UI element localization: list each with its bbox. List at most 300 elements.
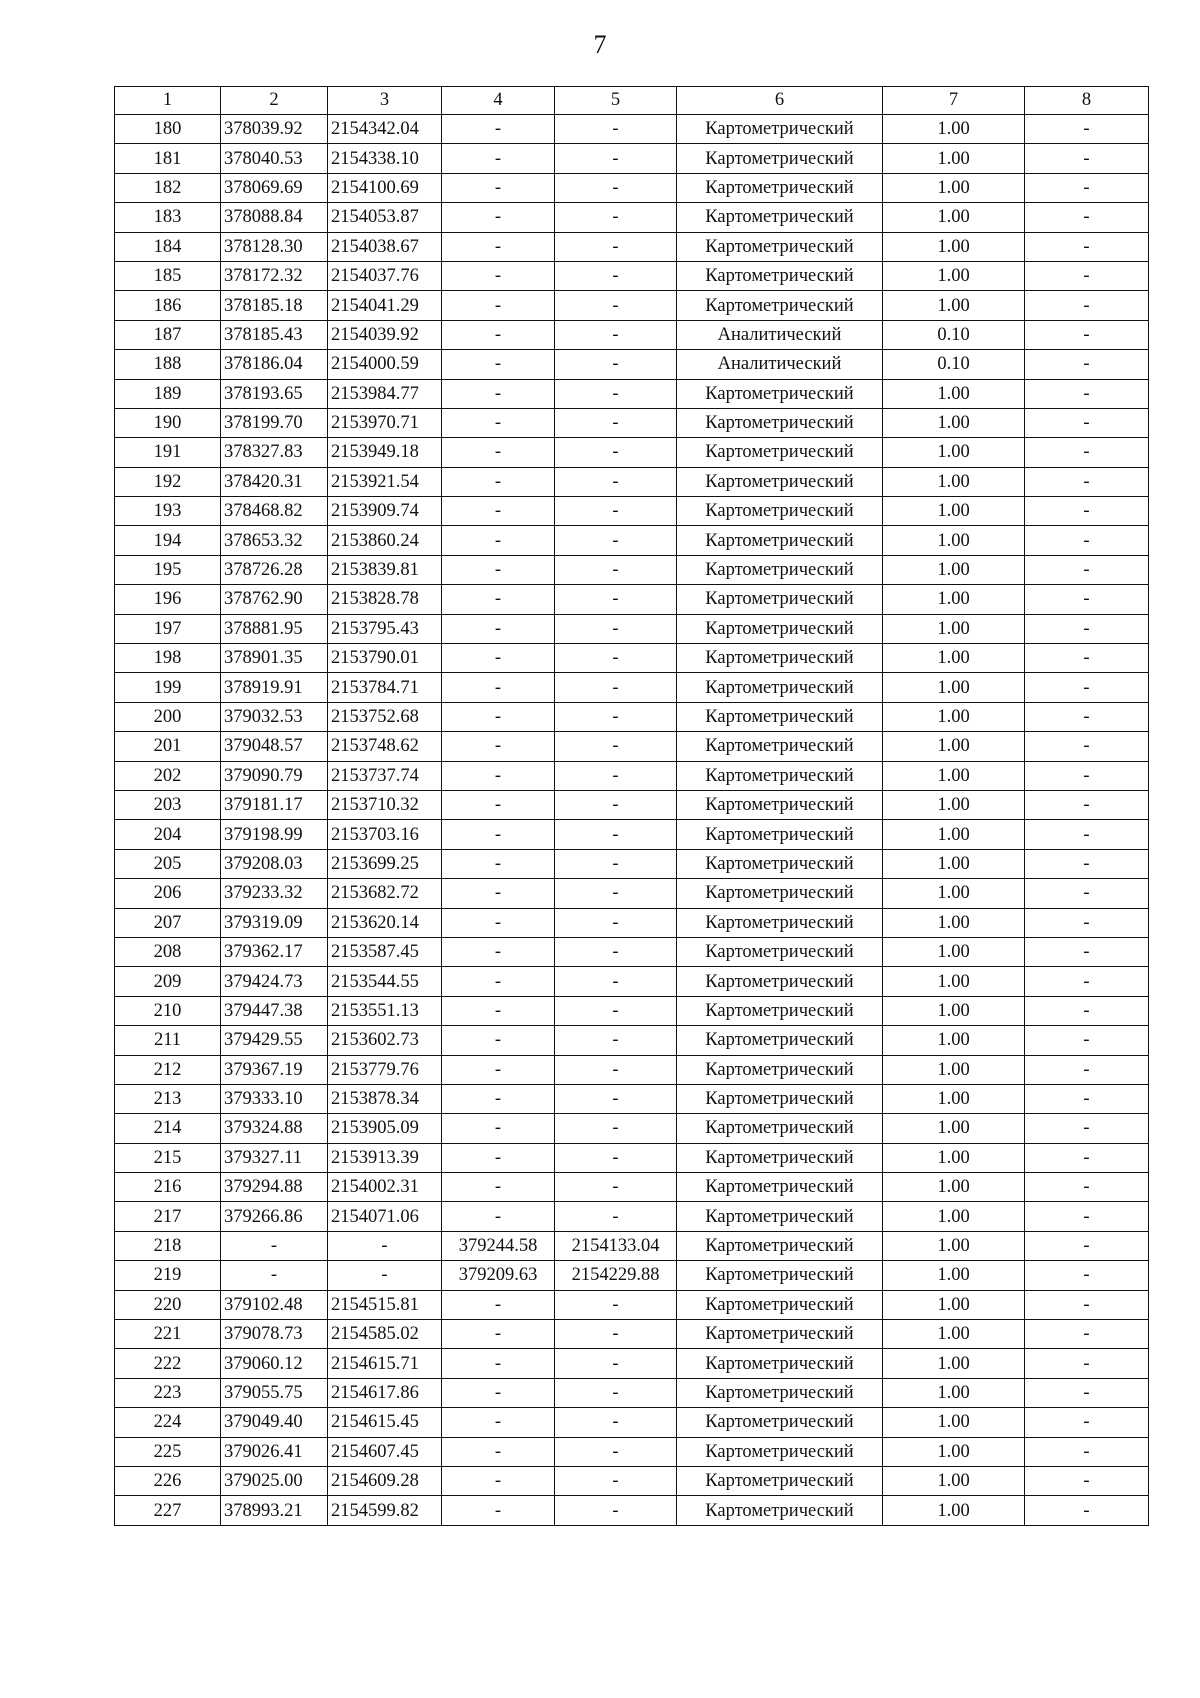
y-new-cell: - bbox=[555, 144, 677, 173]
y-new-cell: - bbox=[555, 408, 677, 437]
description-cell: - bbox=[1025, 350, 1149, 379]
coordinates-table bbox=[114, 86, 1149, 1526]
y-coordinate-cell: 2154342.04 bbox=[328, 115, 442, 144]
point-number-cell: 185 bbox=[115, 261, 221, 290]
y-new-cell: - bbox=[555, 1055, 677, 1084]
accuracy-cell: 1.00 bbox=[883, 467, 1025, 496]
y-coordinate-cell: 2153784.71 bbox=[328, 673, 442, 702]
table-row bbox=[115, 291, 1149, 320]
y-coordinate-cell: 2153682.72 bbox=[328, 879, 442, 908]
description-cell: - bbox=[1025, 879, 1149, 908]
point-number-cell: 223 bbox=[115, 1378, 221, 1407]
table-row bbox=[115, 320, 1149, 349]
table-row bbox=[115, 996, 1149, 1025]
x-new-cell: - bbox=[442, 1143, 555, 1172]
description-cell: - bbox=[1025, 173, 1149, 202]
x-coordinate-cell: 378039.92 bbox=[221, 115, 328, 144]
y-coordinate-cell: 2154585.02 bbox=[328, 1320, 442, 1349]
description-cell: - bbox=[1025, 937, 1149, 966]
y-new-cell: - bbox=[555, 203, 677, 232]
accuracy-cell: 1.00 bbox=[883, 908, 1025, 937]
point-number-cell: 210 bbox=[115, 996, 221, 1025]
y-coordinate-cell: 2153909.74 bbox=[328, 497, 442, 526]
point-number-cell: 220 bbox=[115, 1290, 221, 1319]
y-coordinate-cell: 2154100.69 bbox=[328, 173, 442, 202]
column-header: 3 bbox=[328, 87, 442, 115]
x-new-cell: - bbox=[442, 320, 555, 349]
method-cell: Картометрический bbox=[677, 879, 883, 908]
x-new-cell: - bbox=[442, 996, 555, 1025]
y-new-cell: - bbox=[555, 555, 677, 584]
point-number-cell: 217 bbox=[115, 1202, 221, 1231]
point-number-cell: 227 bbox=[115, 1496, 221, 1525]
description-cell: - bbox=[1025, 1026, 1149, 1055]
point-number-cell: 195 bbox=[115, 555, 221, 584]
x-new-cell: - bbox=[442, 1378, 555, 1407]
accuracy-cell: 1.00 bbox=[883, 1496, 1025, 1525]
column-header: 4 bbox=[442, 87, 555, 115]
description-cell: - bbox=[1025, 790, 1149, 819]
method-cell: Картометрический bbox=[677, 1202, 883, 1231]
point-number-cell: 182 bbox=[115, 173, 221, 202]
accuracy-cell: 1.00 bbox=[883, 1466, 1025, 1495]
y-new-cell: - bbox=[555, 115, 677, 144]
x-new-cell: - bbox=[442, 732, 555, 761]
method-cell: Картометрический bbox=[677, 467, 883, 496]
point-number-cell: 184 bbox=[115, 232, 221, 261]
method-cell: Картометрический bbox=[677, 967, 883, 996]
y-new-cell: - bbox=[555, 1114, 677, 1143]
x-coordinate-cell: 379078.73 bbox=[221, 1320, 328, 1349]
method-cell: Картометрический bbox=[677, 379, 883, 408]
method-cell: Картометрический bbox=[677, 1378, 883, 1407]
y-new-cell: - bbox=[555, 1466, 677, 1495]
description-cell: - bbox=[1025, 1496, 1149, 1525]
y-coordinate-cell: 2154617.86 bbox=[328, 1378, 442, 1407]
description-cell: - bbox=[1025, 820, 1149, 849]
point-number-cell: 202 bbox=[115, 761, 221, 790]
accuracy-cell: 1.00 bbox=[883, 879, 1025, 908]
accuracy-cell: 1.00 bbox=[883, 673, 1025, 702]
accuracy-cell: 1.00 bbox=[883, 1290, 1025, 1319]
point-number-cell: 183 bbox=[115, 203, 221, 232]
y-new-cell: - bbox=[555, 614, 677, 643]
x-new-cell: - bbox=[442, 1173, 555, 1202]
y-new-cell: - bbox=[555, 379, 677, 408]
accuracy-cell: 1.00 bbox=[883, 115, 1025, 144]
point-number-cell: 207 bbox=[115, 908, 221, 937]
accuracy-cell: 1.00 bbox=[883, 790, 1025, 819]
y-coordinate-cell: 2153602.73 bbox=[328, 1026, 442, 1055]
x-new-cell: - bbox=[442, 232, 555, 261]
y-coordinate-cell: 2153828.78 bbox=[328, 585, 442, 614]
y-coordinate-cell: 2154338.10 bbox=[328, 144, 442, 173]
y-new-cell: - bbox=[555, 1496, 677, 1525]
point-number-cell: 206 bbox=[115, 879, 221, 908]
accuracy-cell: 1.00 bbox=[883, 1114, 1025, 1143]
y-new-cell: - bbox=[555, 1320, 677, 1349]
x-new-cell: - bbox=[442, 291, 555, 320]
accuracy-cell: 1.00 bbox=[883, 1143, 1025, 1172]
description-cell: - bbox=[1025, 673, 1149, 702]
method-cell: Картометрический bbox=[677, 702, 883, 731]
accuracy-cell: 1.00 bbox=[883, 526, 1025, 555]
table-row bbox=[115, 467, 1149, 496]
point-number-cell: 180 bbox=[115, 115, 221, 144]
accuracy-cell: 1.00 bbox=[883, 849, 1025, 878]
table-row bbox=[115, 1143, 1149, 1172]
table-row bbox=[115, 438, 1149, 467]
y-new-cell: - bbox=[555, 467, 677, 496]
column-header: 2 bbox=[221, 87, 328, 115]
y-new-cell: - bbox=[555, 702, 677, 731]
method-cell: Картометрический bbox=[677, 1114, 883, 1143]
y-coordinate-cell: 2154039.92 bbox=[328, 320, 442, 349]
point-number-cell: 224 bbox=[115, 1408, 221, 1437]
x-new-cell: - bbox=[442, 1496, 555, 1525]
x-coordinate-cell: 379327.11 bbox=[221, 1143, 328, 1172]
y-coordinate-cell: 2154515.81 bbox=[328, 1290, 442, 1319]
x-new-cell: - bbox=[442, 1026, 555, 1055]
description-cell: - bbox=[1025, 967, 1149, 996]
y-coordinate-cell: 2153913.39 bbox=[328, 1143, 442, 1172]
x-coordinate-cell: 379266.86 bbox=[221, 1202, 328, 1231]
x-new-cell: - bbox=[442, 673, 555, 702]
description-cell: - bbox=[1025, 1290, 1149, 1319]
point-number-cell: 181 bbox=[115, 144, 221, 173]
description-cell: - bbox=[1025, 614, 1149, 643]
point-number-cell: 212 bbox=[115, 1055, 221, 1084]
x-new-cell: - bbox=[442, 614, 555, 643]
accuracy-cell: 1.00 bbox=[883, 203, 1025, 232]
description-cell: - bbox=[1025, 1202, 1149, 1231]
description-cell: - bbox=[1025, 115, 1149, 144]
description-cell: - bbox=[1025, 1320, 1149, 1349]
y-coordinate-cell: 2153587.45 bbox=[328, 937, 442, 966]
point-number-cell: 199 bbox=[115, 673, 221, 702]
table-row bbox=[115, 879, 1149, 908]
column-header: 6 bbox=[677, 87, 883, 115]
x-coordinate-cell: 379026.41 bbox=[221, 1437, 328, 1466]
table-row bbox=[115, 585, 1149, 614]
method-cell: Картометрический bbox=[677, 173, 883, 202]
x-coordinate-cell: 378185.43 bbox=[221, 320, 328, 349]
description-cell: - bbox=[1025, 1055, 1149, 1084]
method-cell: Картометрический bbox=[677, 1261, 883, 1290]
y-coordinate-cell: 2154071.06 bbox=[328, 1202, 442, 1231]
accuracy-cell: 1.00 bbox=[883, 1026, 1025, 1055]
point-number-cell: 211 bbox=[115, 1026, 221, 1055]
table-row bbox=[115, 350, 1149, 379]
point-number-cell: 194 bbox=[115, 526, 221, 555]
x-new-cell: - bbox=[442, 261, 555, 290]
method-cell: Картометрический bbox=[677, 996, 883, 1025]
x-new-cell: - bbox=[442, 820, 555, 849]
y-coordinate-cell: 2153790.01 bbox=[328, 644, 442, 673]
column-header: 1 bbox=[115, 87, 221, 115]
point-number-cell: 221 bbox=[115, 1320, 221, 1349]
x-new-cell: - bbox=[442, 879, 555, 908]
point-number-cell: 201 bbox=[115, 732, 221, 761]
method-cell: Картометрический bbox=[677, 232, 883, 261]
method-cell: Картометрический bbox=[677, 1466, 883, 1495]
x-new-cell: - bbox=[442, 761, 555, 790]
x-coordinate-cell: 379294.88 bbox=[221, 1173, 328, 1202]
method-cell: Аналитический bbox=[677, 320, 883, 349]
point-number-cell: 191 bbox=[115, 438, 221, 467]
x-coordinate-cell: 378199.70 bbox=[221, 408, 328, 437]
table-row bbox=[115, 1114, 1149, 1143]
y-new-cell: 2154229.88 bbox=[555, 1261, 677, 1290]
table-row bbox=[115, 673, 1149, 702]
y-coordinate-cell: 2153839.81 bbox=[328, 555, 442, 584]
accuracy-cell: 1.00 bbox=[883, 1408, 1025, 1437]
y-new-cell: - bbox=[555, 173, 677, 202]
method-cell: Картометрический bbox=[677, 614, 883, 643]
description-cell: - bbox=[1025, 291, 1149, 320]
table-body bbox=[115, 115, 1149, 1526]
y-coordinate-cell: 2153703.16 bbox=[328, 820, 442, 849]
x-coordinate-cell: 379367.19 bbox=[221, 1055, 328, 1084]
point-number-cell: 196 bbox=[115, 585, 221, 614]
page-number: 7 bbox=[593, 30, 607, 59]
x-coordinate-cell: 379333.10 bbox=[221, 1084, 328, 1113]
method-cell: Картометрический bbox=[677, 1320, 883, 1349]
method-cell: Картометрический bbox=[677, 1496, 883, 1525]
x-coordinate-cell: 378186.04 bbox=[221, 350, 328, 379]
y-coordinate-cell: 2153779.76 bbox=[328, 1055, 442, 1084]
accuracy-cell: 1.00 bbox=[883, 732, 1025, 761]
method-cell: Картометрический bbox=[677, 144, 883, 173]
y-coordinate-cell: 2154609.28 bbox=[328, 1466, 442, 1495]
x-new-cell: - bbox=[442, 497, 555, 526]
description-cell: - bbox=[1025, 1378, 1149, 1407]
table-row bbox=[115, 232, 1149, 261]
y-coordinate-cell: 2153949.18 bbox=[328, 438, 442, 467]
x-coordinate-cell: 379049.40 bbox=[221, 1408, 328, 1437]
y-coordinate-cell: 2154607.45 bbox=[328, 1437, 442, 1466]
accuracy-cell: 1.00 bbox=[883, 497, 1025, 526]
y-coordinate-cell: 2154038.67 bbox=[328, 232, 442, 261]
accuracy-cell: 1.00 bbox=[883, 967, 1025, 996]
description-cell: - bbox=[1025, 1437, 1149, 1466]
table-row bbox=[115, 1055, 1149, 1084]
y-coordinate-cell: 2154599.82 bbox=[328, 1496, 442, 1525]
x-new-cell: - bbox=[442, 1408, 555, 1437]
point-number-cell: 197 bbox=[115, 614, 221, 643]
accuracy-cell: 1.00 bbox=[883, 555, 1025, 584]
description-cell: - bbox=[1025, 144, 1149, 173]
table-row bbox=[115, 1378, 1149, 1407]
accuracy-cell: 1.00 bbox=[883, 438, 1025, 467]
y-new-cell: - bbox=[555, 908, 677, 937]
accuracy-cell: 1.00 bbox=[883, 820, 1025, 849]
x-coordinate-cell: 378069.69 bbox=[221, 173, 328, 202]
method-cell: Картометрический bbox=[677, 908, 883, 937]
x-new-cell: - bbox=[442, 1055, 555, 1084]
point-number-cell: 189 bbox=[115, 379, 221, 408]
x-coordinate-cell: - bbox=[221, 1261, 328, 1290]
y-coordinate-cell: 2153921.54 bbox=[328, 467, 442, 496]
x-coordinate-cell: 378193.65 bbox=[221, 379, 328, 408]
description-cell: - bbox=[1025, 1466, 1149, 1495]
x-coordinate-cell: 378185.18 bbox=[221, 291, 328, 320]
description-cell: - bbox=[1025, 232, 1149, 261]
point-number-cell: 216 bbox=[115, 1173, 221, 1202]
description-cell: - bbox=[1025, 438, 1149, 467]
description-cell: - bbox=[1025, 1349, 1149, 1378]
x-coordinate-cell: 379102.48 bbox=[221, 1290, 328, 1319]
accuracy-cell: 1.00 bbox=[883, 614, 1025, 643]
x-coordinate-cell: 378726.28 bbox=[221, 555, 328, 584]
x-new-cell: - bbox=[442, 908, 555, 937]
table-row bbox=[115, 1466, 1149, 1495]
description-cell: - bbox=[1025, 526, 1149, 555]
accuracy-cell: 0.10 bbox=[883, 320, 1025, 349]
x-coordinate-cell: 379429.55 bbox=[221, 1026, 328, 1055]
x-new-cell: - bbox=[442, 644, 555, 673]
x-new-cell: - bbox=[442, 1290, 555, 1319]
y-coordinate-cell: 2153737.74 bbox=[328, 761, 442, 790]
x-new-cell: - bbox=[442, 467, 555, 496]
method-cell: Картометрический bbox=[677, 291, 883, 320]
y-new-cell: - bbox=[555, 849, 677, 878]
x-new-cell: - bbox=[442, 1084, 555, 1113]
y-new-cell: - bbox=[555, 261, 677, 290]
x-coordinate-cell: 379198.99 bbox=[221, 820, 328, 849]
point-number-cell: 208 bbox=[115, 937, 221, 966]
y-coordinate-cell: 2154002.31 bbox=[328, 1173, 442, 1202]
accuracy-cell: 1.00 bbox=[883, 1349, 1025, 1378]
description-cell: - bbox=[1025, 203, 1149, 232]
x-new-cell: - bbox=[442, 1320, 555, 1349]
accuracy-cell: 1.00 bbox=[883, 232, 1025, 261]
x-coordinate-cell: 378420.31 bbox=[221, 467, 328, 496]
x-new-cell: - bbox=[442, 790, 555, 819]
y-new-cell: - bbox=[555, 1290, 677, 1319]
x-coordinate-cell: 378088.84 bbox=[221, 203, 328, 232]
y-new-cell: - bbox=[555, 585, 677, 614]
x-new-cell: - bbox=[442, 555, 555, 584]
method-cell: Картометрический bbox=[677, 526, 883, 555]
table-row bbox=[115, 1408, 1149, 1437]
table-row bbox=[115, 203, 1149, 232]
y-new-cell: - bbox=[555, 761, 677, 790]
x-coordinate-cell: 379208.03 bbox=[221, 849, 328, 878]
x-coordinate-cell: 379319.09 bbox=[221, 908, 328, 937]
x-coordinate-cell: 379090.79 bbox=[221, 761, 328, 790]
method-cell: Картометрический bbox=[677, 1026, 883, 1055]
y-coordinate-cell: 2153544.55 bbox=[328, 967, 442, 996]
y-new-cell: - bbox=[555, 790, 677, 819]
x-new-cell: - bbox=[442, 967, 555, 996]
y-coordinate-cell: 2153905.09 bbox=[328, 1114, 442, 1143]
accuracy-cell: 1.00 bbox=[883, 996, 1025, 1025]
y-new-cell: - bbox=[555, 526, 677, 555]
y-coordinate-cell: 2153699.25 bbox=[328, 849, 442, 878]
y-new-cell: - bbox=[555, 879, 677, 908]
y-new-cell: - bbox=[555, 1437, 677, 1466]
x-coordinate-cell: 378128.30 bbox=[221, 232, 328, 261]
y-coordinate-cell: - bbox=[328, 1231, 442, 1260]
y-new-cell: - bbox=[555, 644, 677, 673]
method-cell: Картометрический bbox=[677, 115, 883, 144]
y-coordinate-cell: 2153620.14 bbox=[328, 908, 442, 937]
y-new-cell: - bbox=[555, 1349, 677, 1378]
table-row bbox=[115, 1496, 1149, 1525]
table-row bbox=[115, 261, 1149, 290]
accuracy-cell: 1.00 bbox=[883, 379, 1025, 408]
point-number-cell: 219 bbox=[115, 1261, 221, 1290]
x-coordinate-cell: 378919.91 bbox=[221, 673, 328, 702]
description-cell: - bbox=[1025, 1173, 1149, 1202]
description-cell: - bbox=[1025, 732, 1149, 761]
method-cell: Аналитический bbox=[677, 350, 883, 379]
description-cell: - bbox=[1025, 408, 1149, 437]
table-row bbox=[115, 526, 1149, 555]
point-number-cell: 213 bbox=[115, 1084, 221, 1113]
y-coordinate-cell: 2153878.34 bbox=[328, 1084, 442, 1113]
x-coordinate-cell: 379055.75 bbox=[221, 1378, 328, 1407]
table-row bbox=[115, 555, 1149, 584]
y-new-cell: - bbox=[555, 291, 677, 320]
x-coordinate-cell: 379233.32 bbox=[221, 879, 328, 908]
x-coordinate-cell: 379048.57 bbox=[221, 732, 328, 761]
x-coordinate-cell: 379181.17 bbox=[221, 790, 328, 819]
accuracy-cell: 1.00 bbox=[883, 1261, 1025, 1290]
method-cell: Картометрический bbox=[677, 1055, 883, 1084]
table-row bbox=[115, 1202, 1149, 1231]
table-row bbox=[115, 790, 1149, 819]
y-coordinate-cell: 2154615.71 bbox=[328, 1349, 442, 1378]
method-cell: Картометрический bbox=[677, 1143, 883, 1172]
point-number-cell: 187 bbox=[115, 320, 221, 349]
y-coordinate-cell: 2153551.13 bbox=[328, 996, 442, 1025]
accuracy-cell: 1.00 bbox=[883, 1320, 1025, 1349]
accuracy-cell: 1.00 bbox=[883, 1055, 1025, 1084]
method-cell: Картометрический bbox=[677, 1349, 883, 1378]
description-cell: - bbox=[1025, 1084, 1149, 1113]
y-new-cell: - bbox=[555, 1202, 677, 1231]
table-row bbox=[115, 1261, 1149, 1290]
point-number-cell: 190 bbox=[115, 408, 221, 437]
column-header: 8 bbox=[1025, 87, 1149, 115]
y-new-cell: - bbox=[555, 820, 677, 849]
accuracy-cell: 1.00 bbox=[883, 261, 1025, 290]
description-cell: - bbox=[1025, 644, 1149, 673]
x-coordinate-cell: 378993.21 bbox=[221, 1496, 328, 1525]
y-new-cell: - bbox=[555, 497, 677, 526]
y-coordinate-cell: 2154000.59 bbox=[328, 350, 442, 379]
x-coordinate-cell: 379032.53 bbox=[221, 702, 328, 731]
description-cell: - bbox=[1025, 1114, 1149, 1143]
table-row bbox=[115, 937, 1149, 966]
method-cell: Картометрический bbox=[677, 849, 883, 878]
table-row bbox=[115, 908, 1149, 937]
x-new-cell: - bbox=[442, 379, 555, 408]
table-row bbox=[115, 820, 1149, 849]
column-header: 5 bbox=[555, 87, 677, 115]
accuracy-cell: 1.00 bbox=[883, 644, 1025, 673]
table-row bbox=[115, 614, 1149, 643]
y-new-cell: - bbox=[555, 732, 677, 761]
accuracy-cell: 1.00 bbox=[883, 173, 1025, 202]
y-new-cell: - bbox=[555, 673, 677, 702]
table-row bbox=[115, 1026, 1149, 1055]
description-cell: - bbox=[1025, 1231, 1149, 1260]
method-cell: Картометрический bbox=[677, 1437, 883, 1466]
point-number-cell: 193 bbox=[115, 497, 221, 526]
